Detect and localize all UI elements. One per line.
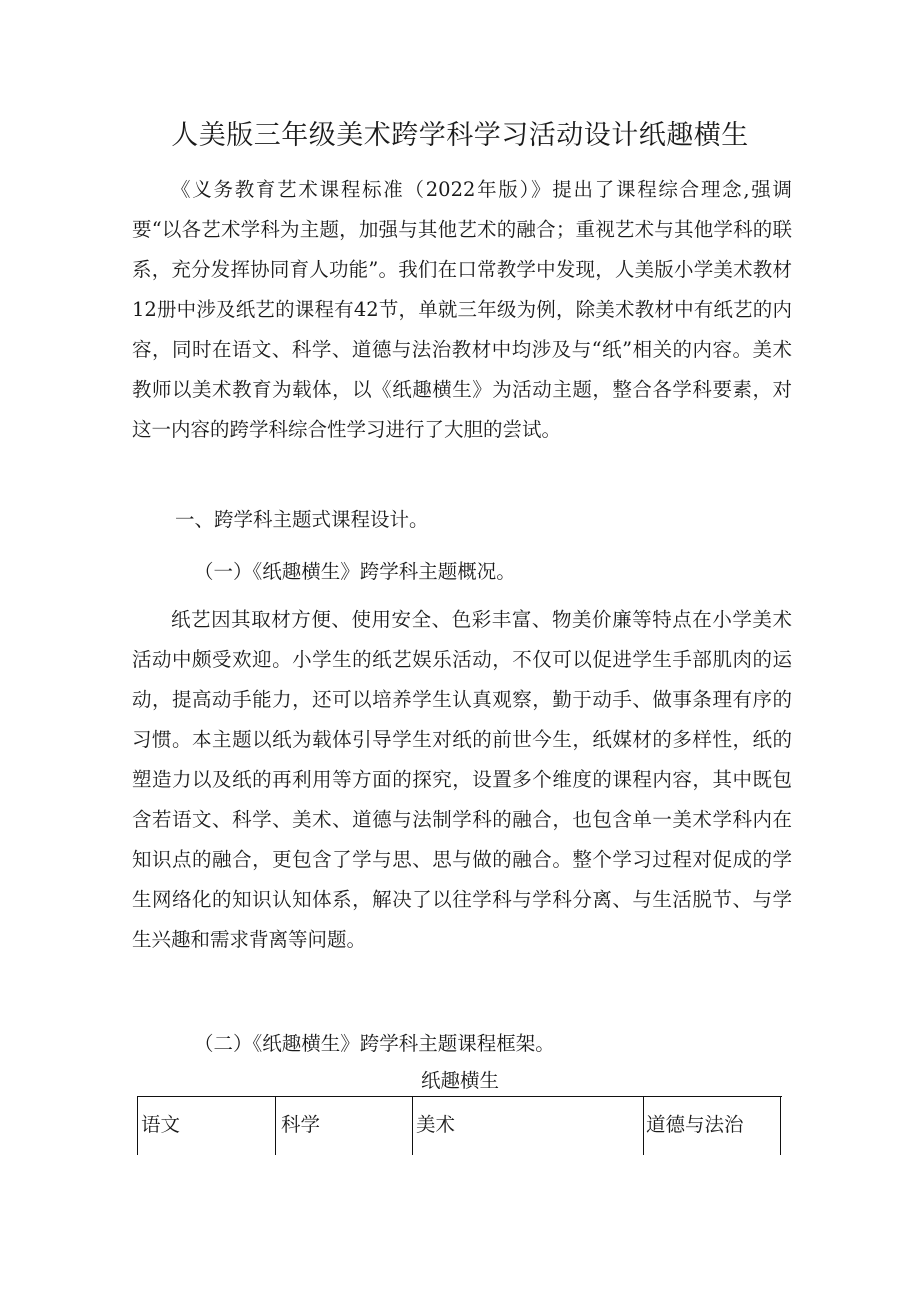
subsection-2-heading: （二）《纸趣横生》跨学科主题课程框架。 xyxy=(194,1032,555,1055)
table-caption: 纸趣横生 xyxy=(420,1069,499,1092)
table-header-morality-law: 道德与法治 xyxy=(646,1113,744,1136)
table-header-chinese: 语文 xyxy=(141,1113,181,1136)
body-paragraph: 纸艺因其取材方便、使用安全、色彩丰富、物美价廉等特点在小学美术活动中颇受欢迎。小学生的纸艺娱乐活动，不仅可以促进学生手部肌肉的运动，提高动手能力，还可以培养学生认真观察，勤于动手、做事条理有序的习惯。本主题以纸为载体引导学生对纸的前世今生，纸媒材的多样性，纸的塑造力以及纸的再利用等方面的探究，设置多个维度的课程内容，其中既包含若语文、科学、美术、道德与法制学科的融合，也包含单一美术学科内在知识点的融合，更包含了学与思、思与做的融合。整个学习过程对促成的学生网络化的知识认知体系，解决了以往学科与学科分离、与生活脱节、与学生兴趣和需求背离等问题。 xyxy=(132,608,792,951)
intro-paragraph: 《义务教育艺术课程标准（2022年版）》提出了课程综合理念,强调要“以各艺术学科为主题，加强与其他艺术的融合；重视艺术与其他学科的联系，充分发挥协同育人功能”。我们在口常教学中发现，人美版小学美术教材12册中涉及纸艺的课程有42节，单就三年级为例，除美术教材中有纸艺的内容，同时在语文、科学、道德与法治教材中均涉及与“纸”相关的内容。美术教师以美术教育为载体，以《纸趣横生》为活动主题，整合各学科要素，对这一内容的跨学科综合性学习进行了大胆的尝试。 xyxy=(132,178,792,441)
table-column-divider xyxy=(275,1097,276,1155)
table-column-divider xyxy=(780,1097,781,1155)
framework-table xyxy=(137,1096,782,1155)
table-column-divider xyxy=(137,1097,138,1155)
table-header-science: 科学 xyxy=(281,1113,321,1136)
table-column-divider xyxy=(643,1097,644,1155)
subsection-1-heading: （一）《纸趣横生》跨学科主题概况。 xyxy=(194,560,516,583)
document-title: 人美版三年级美术跨学科学习活动设计纸趣横生 xyxy=(171,120,749,151)
table-column-divider xyxy=(412,1097,413,1155)
section-1-heading: 一、跨学科主题式课程设计。 xyxy=(175,508,429,531)
table-header-art: 美术 xyxy=(416,1113,456,1136)
